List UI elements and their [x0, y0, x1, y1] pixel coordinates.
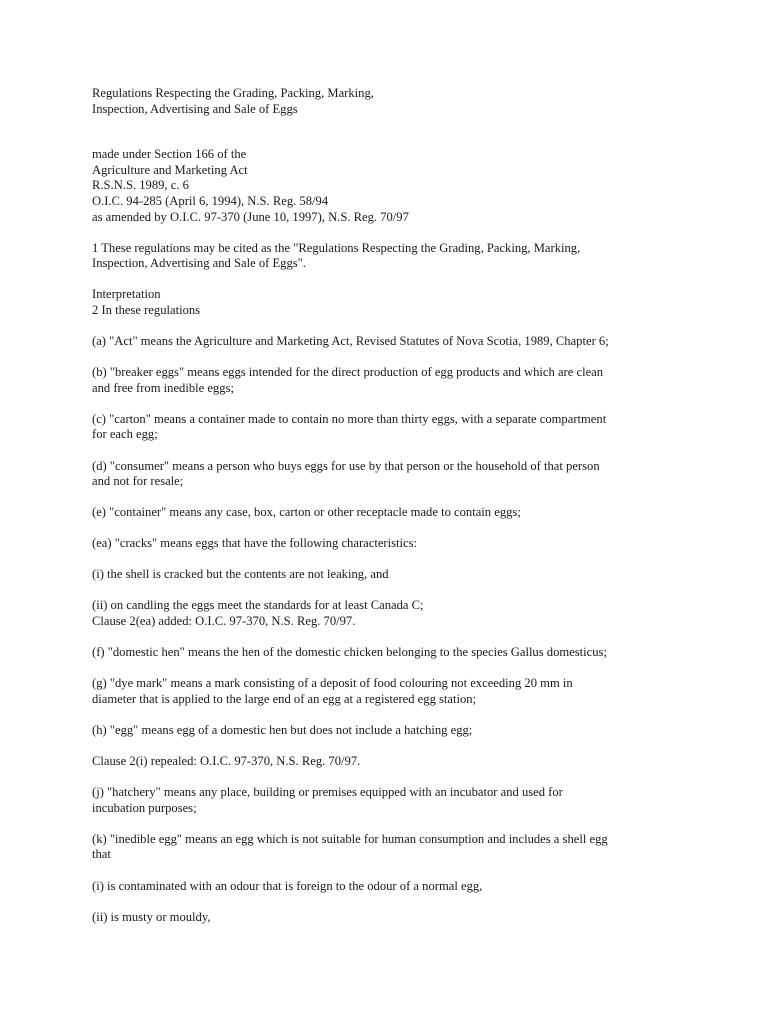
authority-line: R.S.N.S. 1989, c. 6 — [92, 178, 189, 193]
document-title — [92, 86, 692, 117]
authority-line: O.I.C. 94-285 (April 6, 1994), N.S. Reg. 58/94 — [92, 193, 329, 208]
title-line: Regulations Respecting the Grading, Packing, Marking, — [92, 86, 374, 100]
clause-line: (i) the shell is cracked but the contents are not leaking, and — [92, 567, 389, 582]
title-line: Inspection, Advertising and Sale of Eggs — [92, 101, 298, 116]
clause-line: for each egg; — [92, 427, 158, 442]
heading-line: 2 In these regulations — [92, 302, 201, 317]
clause-paragraph — [92, 723, 692, 739]
clause-paragraph — [92, 832, 692, 863]
clause-line: (e) "container" means any case, box, carton or other receptacle made to contain eggs; — [92, 505, 521, 520]
clause-line: (ii) is musty or mouldy, — [92, 909, 211, 924]
clause-paragraph — [92, 334, 692, 350]
clause-paragraph — [92, 910, 692, 926]
clause-line: (h) "egg" means egg of a domestic hen but does not include a hatching egg; — [92, 722, 473, 737]
section-line: 1 These regulations may be cited as the "Regulations Respecting the Grading, Packing, Marking, — [92, 240, 581, 255]
clause-line: diameter that is applied to the large end of an egg at a registered egg station; — [92, 691, 477, 706]
clause-line: incubation purposes; — [92, 800, 197, 815]
clause-line: (ea) "cracks" means eggs that have the following characteristics: — [92, 536, 417, 551]
clause-paragraph — [92, 412, 692, 443]
clause-line: and free from inedible eggs; — [92, 380, 234, 395]
clause-line: (c) "carton" means a container made to contain no more than thirty eggs, with a separate compartment — [92, 411, 607, 426]
clause-line: (j) "hatchery" means any place, building or premises equipped with an incubator and used for — [92, 785, 563, 800]
heading-line: Interpretation — [92, 287, 161, 302]
clause-paragraph — [92, 505, 692, 521]
clause-paragraph — [92, 459, 692, 490]
clause-paragraph — [92, 645, 692, 661]
clause-paragraph — [92, 754, 692, 770]
clause-line: (f) "domestic hen" means the hen of the domestic chicken belonging to the species Gallus domesticus; — [92, 645, 607, 660]
clause-paragraph — [92, 536, 692, 552]
clause-line: that — [92, 847, 111, 862]
clause-line: (k) "inedible egg" means an egg which is not suitable for human consumption and includes a shell egg — [92, 831, 608, 846]
authority-line: Agriculture and Marketing Act — [92, 162, 248, 177]
clause-paragraph — [92, 879, 692, 895]
clause-line: and not for resale; — [92, 474, 184, 489]
section-line: Inspection, Advertising and Sale of Eggs". — [92, 256, 306, 271]
clause-line: (ii) on candling the eggs meet the standards for at least Canada C; — [92, 598, 424, 613]
interpretation-heading — [92, 287, 692, 318]
clause-paragraph — [92, 598, 692, 629]
clause-line: Clause 2(i) repealed: O.I.C. 97-370, N.S. Reg. 70/97. — [92, 754, 361, 769]
clause-paragraph — [92, 785, 692, 816]
clause-paragraph — [92, 567, 692, 583]
clause-line: (b) "breaker eggs" means eggs intended for the direct production of egg products and which are clean — [92, 365, 604, 380]
clause-line: (a) "Act" means the Agriculture and Marketing Act, Revised Statutes of Nova Scotia, 1989, Chapter 6; — [92, 334, 609, 349]
clause-line: (g) "dye mark" means a mark consisting of a deposit of food colouring not exceeding 20 mm in — [92, 676, 573, 691]
authority-block — [92, 147, 692, 225]
clause-paragraph — [92, 365, 692, 396]
authority-line: made under Section 166 of the — [92, 147, 247, 162]
clause-line: (d) "consumer" means a person who buys eggs for use by that person or the household of that person — [92, 458, 600, 473]
clause-line: Clause 2(ea) added: O.I.C. 97-370, N.S. Reg. 70/97. — [92, 614, 356, 629]
section-1 — [92, 241, 692, 272]
clause-line: (i) is contaminated with an odour that is foreign to the odour of a normal egg, — [92, 878, 483, 893]
document-page — [92, 86, 692, 925]
authority-line: as amended by O.I.C. 97-370 (June 10, 1997), N.S. Reg. 70/97 — [92, 209, 409, 224]
clause-paragraph — [92, 676, 692, 707]
clause-list — [92, 319, 692, 926]
